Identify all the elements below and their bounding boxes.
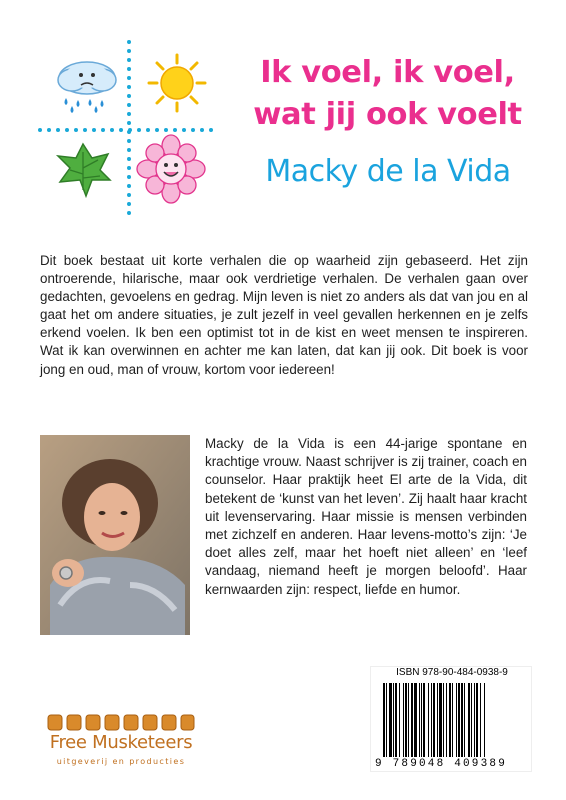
author-photo — [40, 435, 190, 635]
leaf-icon — [52, 138, 114, 200]
author-name: Macky de la Vida — [265, 154, 511, 189]
publisher-tagline: uitgeverij en producties — [56, 757, 186, 766]
isbn-barcode — [370, 666, 532, 772]
musketeers-figures-icon — [46, 712, 196, 732]
sun-icon — [146, 52, 208, 114]
flower-icon — [136, 134, 206, 204]
isbn-label: ISBN 978-90-484-0938-9 — [396, 667, 508, 678]
cloud-rain-icon — [52, 56, 122, 114]
book-title — [220, 52, 555, 136]
author-bio: Macky de la Vida is een 44-jarige spontane en krachtige vrouw. Naast schrijver is zij trainer, coach en counselor. Haar praktijk heet El arte de la Vida, dit betekent de ‘kunst van het leven’. Zij haalt haar kracht uit levenservaring. Haar missie is mensen verbinden met zichzelf en anderen. Haar levens-motto’s zijn: ‘Je doet alles zelf, maar het hoeft niet alleen’ en ‘leef vandaag, niemand heeft je morgen beloofd’. Haar kernwaarden zijn: respect, liefde en humor. — [205, 436, 527, 597]
publisher-name: Free Musketeers — [49, 732, 193, 753]
publisher-logo — [36, 712, 206, 772]
title-line-2: wat jij ook voelt — [253, 97, 522, 132]
barcode-bars — [381, 683, 525, 759]
title-line-1: Ik voel, ik voel, — [260, 55, 515, 90]
barcode-digits: 9 789048 409389 — [375, 758, 508, 770]
book-blurb: Dit boek bestaat uit korte verhalen die op waarheid zijn gebaseerd. Het zijn ontroerende, hilarische, maar ook verdrietige verhalen. De verhalen gaan over gedachten, gevoelens en gedrag. Mijn leven is niet zo anders als dat van jou en al gaat het om andere situaties, je zult jezelf in veel gevallen herkennen en je zelfs erkend voelen. Ik ben een optimist tot in de kist en weet mensen te inspireren. Wat ik kan overwinnen en achter me kan laten, dat kan jij ook. Dit boek is voor jong en oud, man of vrouw, kortom voor iedereen! — [40, 253, 528, 377]
